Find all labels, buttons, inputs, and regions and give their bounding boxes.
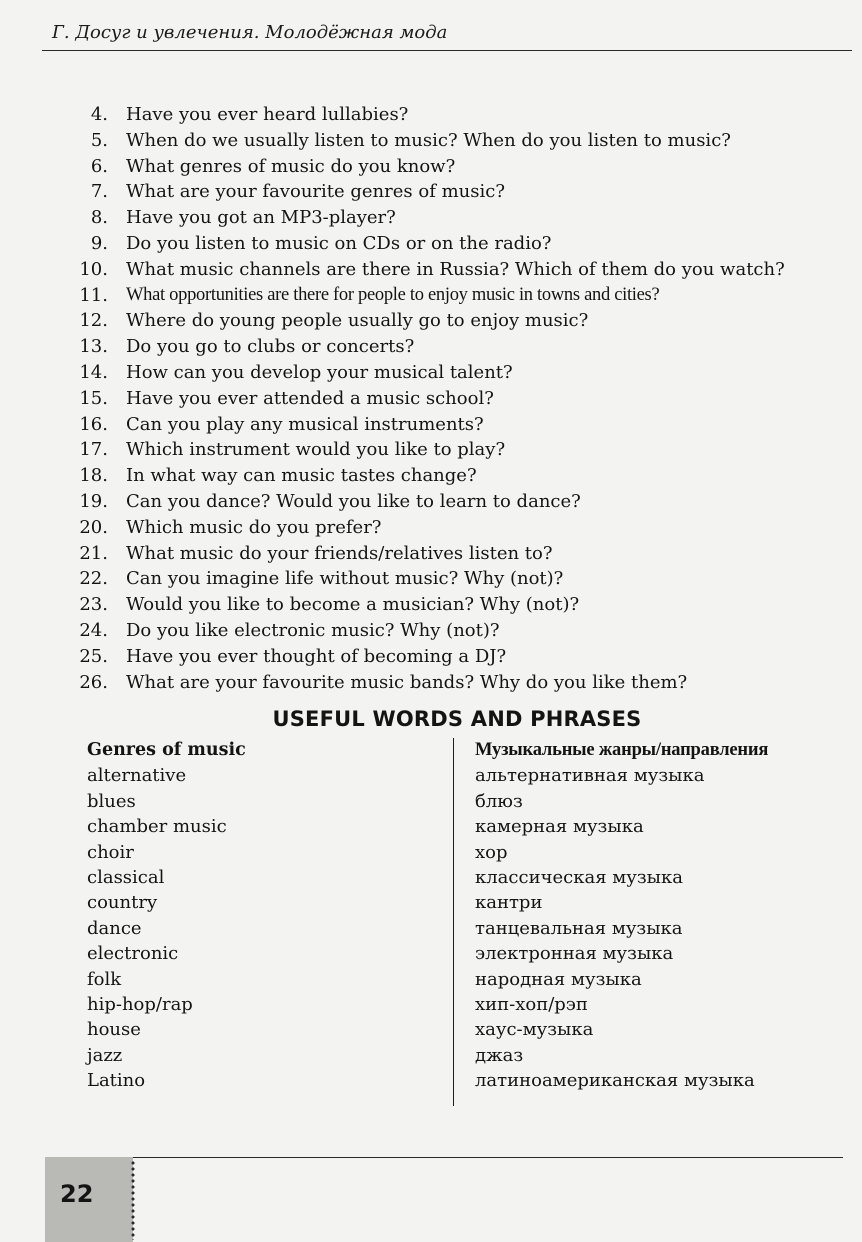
- genre-english: choir: [87, 841, 134, 863]
- question-item: [0, 128, 862, 154]
- question-item: [0, 618, 862, 644]
- question-number: 20.: [79, 516, 108, 538]
- question-number: 7.: [90, 181, 108, 203]
- genre-english: Latino: [87, 1070, 146, 1092]
- running-header: Г. Досуг и увлечения. Молодёжная мода: [52, 22, 448, 43]
- question-number: 4.: [90, 104, 108, 125]
- russian-column-heading: Музыкальные жанры/направления: [475, 740, 769, 760]
- question-number: 14.: [79, 361, 108, 383]
- question-number: 10.: [79, 258, 108, 280]
- genre-russian: латиноамериканская музыка: [475, 1070, 755, 1092]
- question-item: [0, 437, 862, 463]
- question-item: [0, 179, 862, 205]
- question-number: 21.: [79, 542, 108, 564]
- question-item: [0, 670, 862, 696]
- question-item: [0, 102, 862, 128]
- question-text: Have you got an MP3-player?: [126, 207, 396, 229]
- question-item: [0, 592, 862, 618]
- question-number: 12.: [79, 310, 108, 332]
- genre-russian: камерная музыка: [475, 816, 644, 838]
- question-text: What music do your friends/relatives listen to?: [126, 542, 553, 564]
- genre-russian: хип-хоп/рэп: [475, 993, 588, 1015]
- question-text: Where do young people usually go to enjoy music?: [126, 310, 589, 332]
- genre-english: blues: [87, 790, 136, 812]
- question-text: When do we usually listen to music? When do you listen to music?: [126, 129, 731, 151]
- genre-english: folk: [87, 968, 122, 990]
- genre-russian: народная музыка: [475, 968, 642, 990]
- genre-russian: танцевальная музыка: [475, 917, 683, 939]
- question-text: Do you listen to music on CDs or on the radio?: [126, 232, 552, 254]
- genre-english: country: [87, 892, 158, 914]
- dotted-tab-edge: [130, 1160, 136, 1240]
- section-title: USEFUL WORDS AND PHRASES: [272, 707, 642, 731]
- question-number: 25.: [79, 645, 108, 667]
- question-text: Which instrument would you like to play?: [126, 439, 506, 461]
- question-number: 22.: [79, 568, 108, 590]
- question-number: 18.: [79, 465, 108, 487]
- genre-english: classical: [87, 866, 165, 888]
- english-column-heading: Genres of music: [87, 740, 246, 760]
- question-number: 26.: [79, 671, 108, 693]
- question-number: 24.: [79, 619, 108, 641]
- question-text: Have you ever thought of becoming a DJ?: [126, 645, 507, 667]
- question-list: [0, 102, 862, 695]
- question-number: 11.: [79, 284, 108, 306]
- genre-english: jazz: [87, 1044, 123, 1066]
- question-item: [0, 334, 862, 360]
- question-text: How can you develop your musical talent?: [126, 361, 513, 383]
- question-item: [0, 515, 862, 541]
- question-item: [0, 463, 862, 489]
- question-text: What opportunities are there for people to enjoy music in towns and cities?: [126, 284, 660, 305]
- question-item: [0, 412, 862, 438]
- question-item: [0, 231, 862, 257]
- question-item: [0, 566, 862, 592]
- question-item: [0, 257, 862, 283]
- question-text: Do you like electronic music? Why (not)?: [126, 619, 500, 641]
- genre-english: hip-hop/rap: [87, 993, 193, 1015]
- question-text: Which music do you prefer?: [126, 516, 382, 538]
- genre-english: alternative: [87, 765, 187, 787]
- genre-russian: хор: [475, 841, 508, 863]
- question-number: 6.: [90, 155, 108, 177]
- question-text: What genres of music do you know?: [126, 155, 456, 177]
- question-text: Can you play any musical instruments?: [126, 413, 484, 435]
- genre-english: dance: [87, 917, 142, 939]
- question-number: 9.: [90, 232, 108, 254]
- header-rule: [42, 50, 852, 51]
- footer-rule: [45, 1157, 843, 1158]
- genre-english: electronic: [87, 943, 179, 965]
- question-number: 5.: [90, 129, 108, 151]
- question-item: [0, 644, 862, 670]
- genre-russian: альтернативная музыка: [475, 765, 705, 787]
- question-text: Can you imagine life without music? Why (not)?: [126, 568, 564, 590]
- genre-russian: классическая музыка: [475, 866, 683, 888]
- question-text: What are your favourite music bands? Why do you like them?: [126, 671, 688, 693]
- question-text: Can you dance? Would you like to learn to dance?: [126, 490, 581, 512]
- question-item: [0, 154, 862, 180]
- question-item: [0, 489, 862, 515]
- genre-russian: электронная музыка: [475, 943, 674, 965]
- genre-russian: хаус-музыка: [475, 1019, 594, 1041]
- question-number: 15.: [79, 387, 108, 409]
- question-number: 16.: [79, 413, 108, 435]
- question-item: [0, 205, 862, 231]
- question-number: 13.: [79, 336, 108, 358]
- question-text: Do you go to clubs or concerts?: [126, 336, 415, 358]
- question-number: 23.: [79, 594, 108, 616]
- genre-russian: блюз: [475, 790, 523, 812]
- question-item: [0, 386, 862, 412]
- question-item: [0, 541, 862, 567]
- question-item: [0, 283, 862, 309]
- question-number: 17.: [79, 439, 108, 461]
- question-text: In what way can music tastes change?: [126, 465, 477, 487]
- genre-english: house: [87, 1019, 141, 1041]
- question-item: [0, 308, 862, 334]
- question-item: [0, 360, 862, 386]
- question-number: 8.: [90, 207, 108, 229]
- question-text: What music channels are there in Russia? Which of them do you watch?: [126, 258, 785, 280]
- column-divider: [453, 738, 454, 1106]
- question-text: Have you ever attended a music school?: [126, 387, 494, 409]
- question-text: Have you ever heard lullabies?: [126, 104, 409, 125]
- question-number: 19.: [79, 490, 108, 512]
- russian-genre-column: [475, 738, 768, 1093]
- english-genre-column: [87, 738, 246, 1093]
- genre-russian: кантри: [475, 892, 543, 914]
- question-text: Would you like to become a musician? Why (not)?: [126, 594, 580, 616]
- question-text: What are your favourite genres of music?: [126, 181, 505, 203]
- genre-english: chamber music: [87, 816, 227, 838]
- page-number: 22: [60, 1180, 94, 1208]
- genre-russian: джаз: [475, 1044, 524, 1066]
